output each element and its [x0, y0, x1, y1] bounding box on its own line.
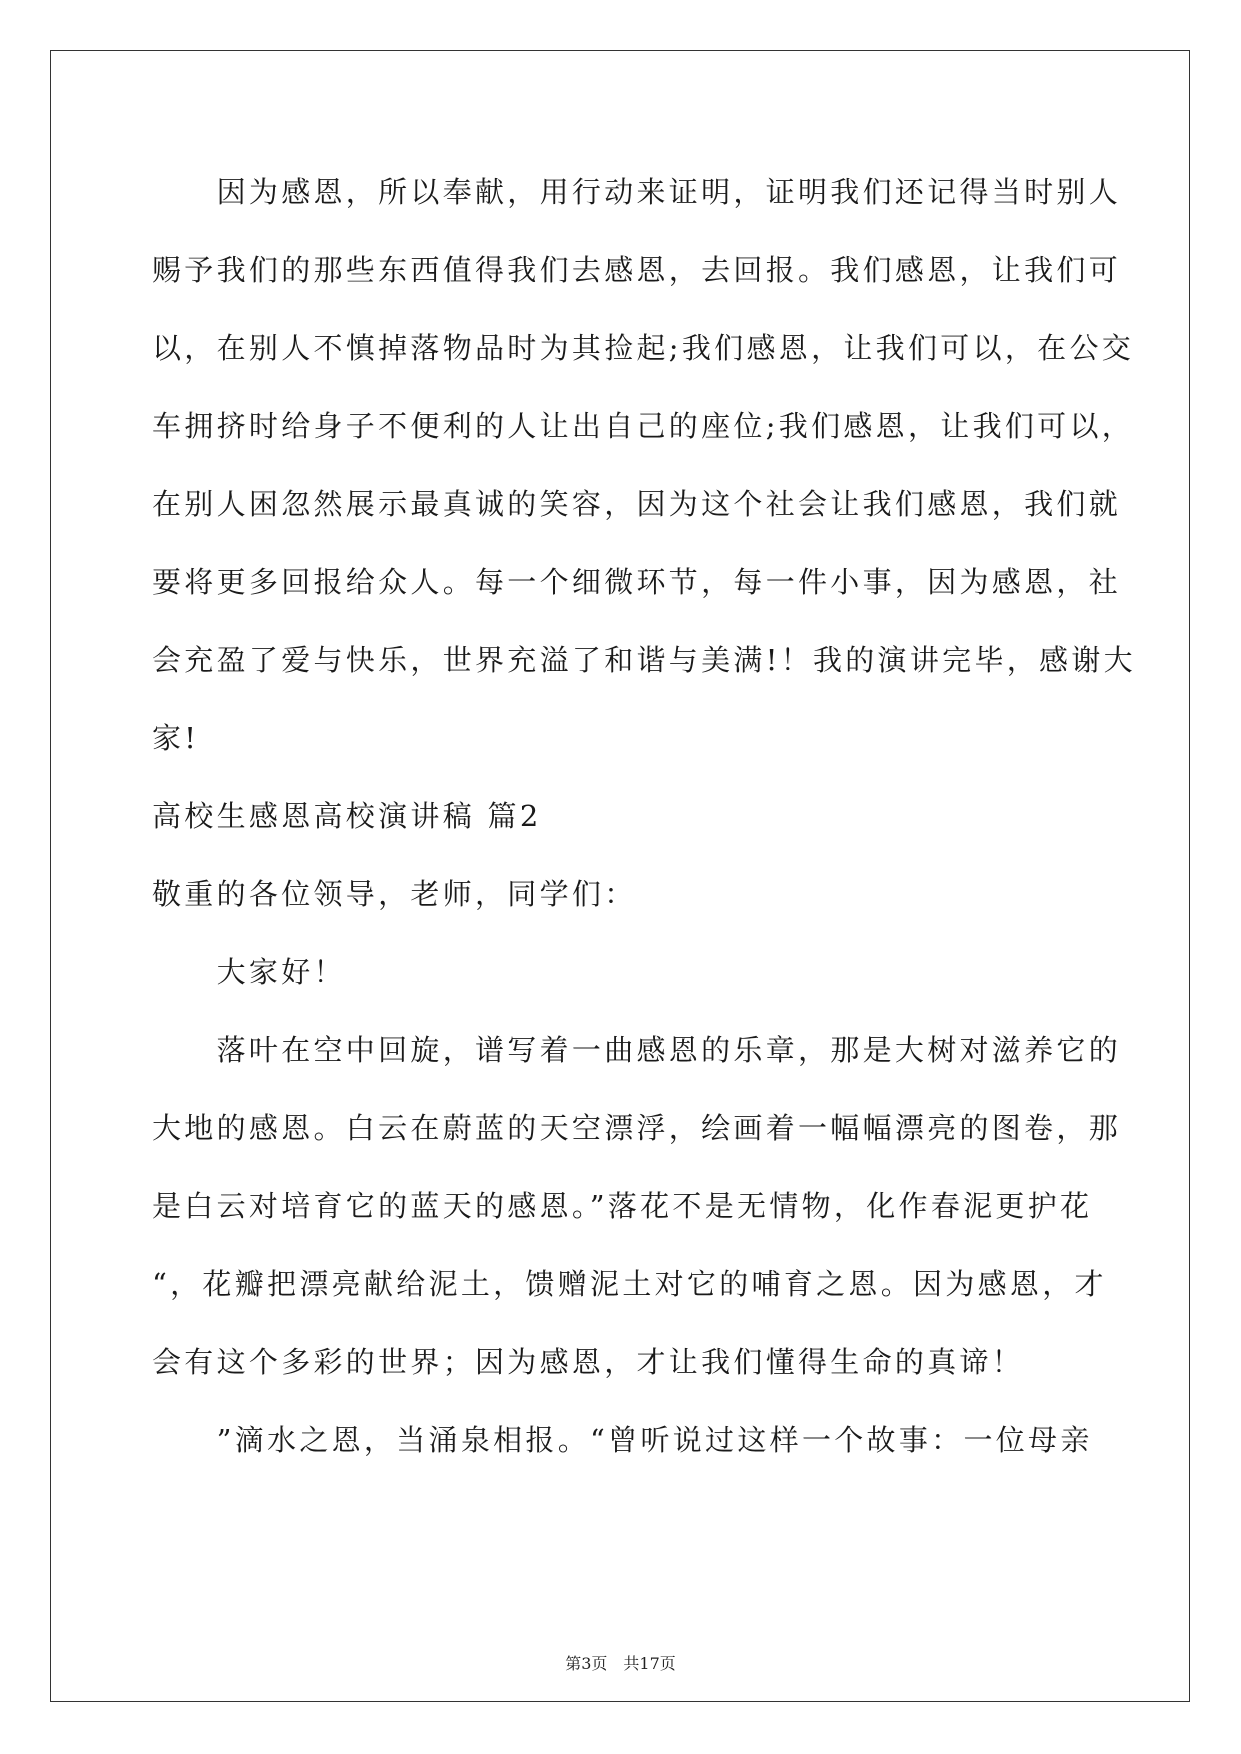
- text-line: 车拥挤时给身子不便利的人让出自己的座位;我们感恩，让我们可以，: [152, 409, 1135, 443]
- text-line: ”滴水之恩，当涌泉相报。“曾听说过这样一个故事：一位母亲: [152, 1423, 1093, 1457]
- greeting: 大家好！: [152, 955, 346, 989]
- text-line: 因为感恩，所以奉献，用行动来证明，证明我们还记得当时别人: [152, 175, 1122, 209]
- page-footer: [0, 1654, 1241, 1674]
- salutation: 敬重的各位领导，老师，同学们：: [152, 877, 637, 911]
- page-number: 第3页 共17页: [565, 1654, 676, 1673]
- text-line: 在别人困忽然展示最真诚的笑容，因为这个社会让我们感恩，我们就: [152, 487, 1122, 521]
- text-line: 家!: [152, 721, 200, 755]
- text-line: 以，在别人不慎掉落物品时为其捡起;我们感恩，让我们可以，在公交: [152, 331, 1135, 365]
- text-line: 是白云对培育它的蓝天的感恩。”落花不是无情物，化作春泥更护花: [152, 1189, 1093, 1223]
- text-line: 会有这个多彩的世界；因为感恩，才让我们懂得生命的真谛！: [152, 1345, 1025, 1379]
- section-heading: 高校生感恩高校演讲稿 篇2: [152, 799, 542, 833]
- text-line: 落叶在空中回旋，谱写着一曲感恩的乐章，那是大树对滋养它的: [152, 1033, 1122, 1067]
- text-line: 赐予我们的那些东西值得我们去感恩，去回报。我们感恩，让我们可: [152, 253, 1122, 287]
- text-line: 会充盈了爱与快乐，世界充溢了和谐与美满!！我的演讲完毕，感谢大: [152, 643, 1136, 677]
- text-line: 大地的感恩。白云在蔚蓝的天空漂浮，绘画着一幅幅漂亮的图卷，那: [152, 1111, 1122, 1145]
- text-line: 要将更多回报给众人。每一个细微环节，每一件小事，因为感恩，社: [152, 565, 1122, 599]
- text-line: “，花瓣把漂亮献给泥土，馈赠泥土对它的哺育之恩。因为感恩，才: [152, 1267, 1107, 1301]
